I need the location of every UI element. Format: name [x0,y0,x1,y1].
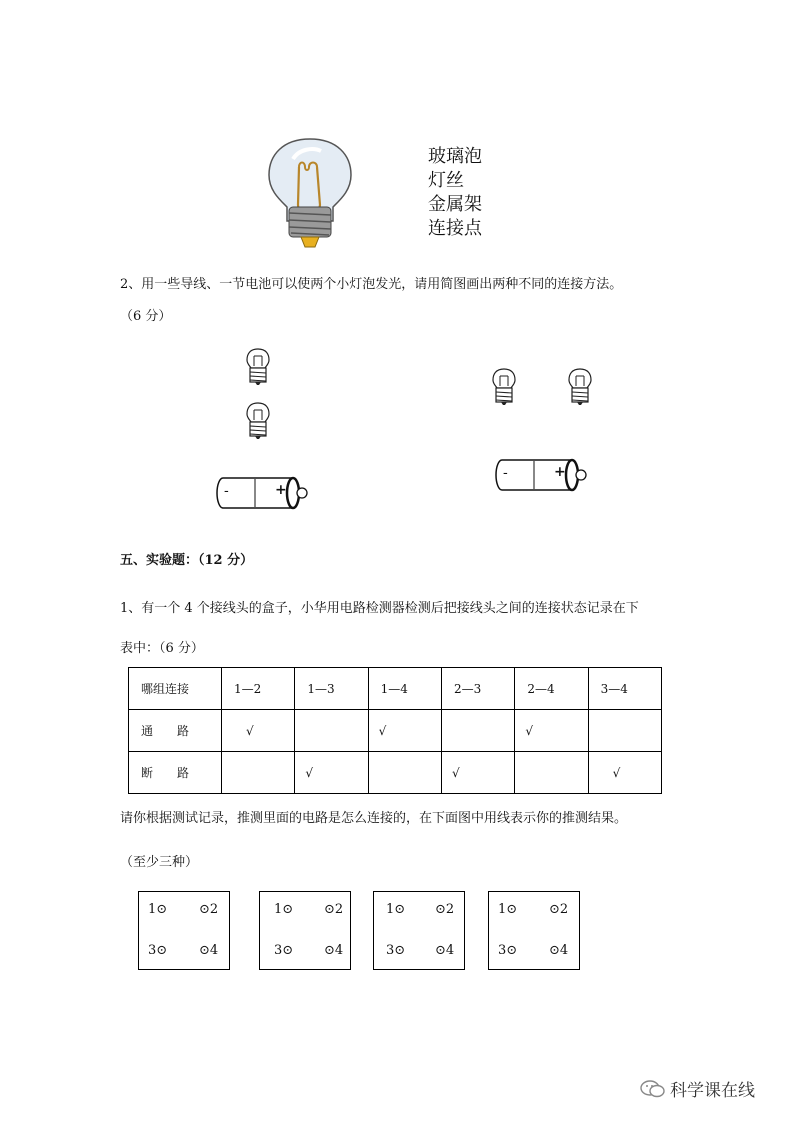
terminal-box [259,891,351,970]
table-header-cell: 哪组连接 [129,668,222,710]
question-2-text: 2、用一些导线、一节电池可以使两个小灯泡发光，请用简图画出两种不同的连接方法。 [120,277,623,292]
table-row-label: 断 路 [129,752,222,794]
small-bulb-icon [245,348,271,386]
battery-plus-label: + [554,464,566,480]
instruction-text: 请你根据测试记录，推测里面的电路是怎么连接的，在下面图中用线表示你的推测结果。 [120,811,628,826]
table-cell [441,710,514,752]
table-header-cell: 1—2 [222,668,295,710]
question-2-score: （6 分） [120,309,172,324]
terminal-1: 1⊙ [498,902,518,917]
watermark [640,1076,755,1101]
question-1-line-2: 表中：（6 分） [120,641,204,656]
terminal-4: ⊙4 [324,943,344,958]
glass-bulb-label: 玻璃泡 [428,146,482,167]
table-row-label: 通 路 [129,710,222,752]
light-bulb-illustration [265,135,355,253]
connection-record-table [128,667,662,794]
watermark-text: 科学课在线 [670,1081,755,1101]
terminal-1: 1⊙ [386,902,406,917]
wechat-icon [640,1079,666,1099]
table-cell: √ [295,752,368,794]
battery-minus-label: - [503,465,508,481]
small-bulb-icon [491,368,517,406]
filament-label: 灯丝 [428,170,464,191]
table-cell [222,752,295,794]
terminal-3: 3⊙ [274,943,294,958]
terminal-1: 1⊙ [274,902,294,917]
terminal-1: 1⊙ [148,902,168,917]
table-cell [515,752,588,794]
terminal-2: ⊙2 [435,902,455,917]
table-row [129,710,662,752]
terminal-2: ⊙2 [199,902,219,917]
question-1-line-1: 1、有一个 4 个接线头的盒子，小华用电路检测器检测后把接线头之间的连接状态记录在下 [120,601,639,616]
terminal-box [488,891,580,970]
terminal-4: ⊙4 [199,943,219,958]
table-header-cell: 2—3 [441,668,514,710]
small-bulb-icon [567,368,593,406]
terminal-box [138,891,230,970]
table-header-cell: 1—4 [368,668,441,710]
table-row [129,752,662,794]
terminal-2: ⊙2 [549,902,569,917]
table-cell [588,710,661,752]
metal-frame-label: 金属架 [428,194,482,215]
table-cell: √ [515,710,588,752]
terminal-3: 3⊙ [386,943,406,958]
table-cell: √ [441,752,514,794]
table-header-cell: 1—3 [295,668,368,710]
table-header-row [129,668,662,710]
terminal-4: ⊙4 [435,943,455,958]
terminal-3: 3⊙ [148,943,168,958]
terminal-4: ⊙4 [549,943,569,958]
battery-plus-label: + [275,482,287,498]
battery-left [213,476,313,510]
small-bulb-icon [245,402,271,440]
table-cell [295,710,368,752]
table-cell [368,752,441,794]
table-header-cell: 3—4 [588,668,661,710]
instruction-note: （至少三种） [120,855,199,870]
table-cell: √ [588,752,661,794]
terminal-box [373,891,465,970]
contact-point-label: 连接点 [428,218,482,239]
battery-minus-label: - [224,483,229,499]
terminal-2: ⊙2 [324,902,344,917]
battery-right [492,458,592,492]
terminal-3: 3⊙ [498,943,518,958]
table-cell: √ [222,710,295,752]
section-5-title: 五、实验题：（12 分） [120,553,254,568]
table-cell: √ [368,710,441,752]
table-header-cell: 2—4 [515,668,588,710]
